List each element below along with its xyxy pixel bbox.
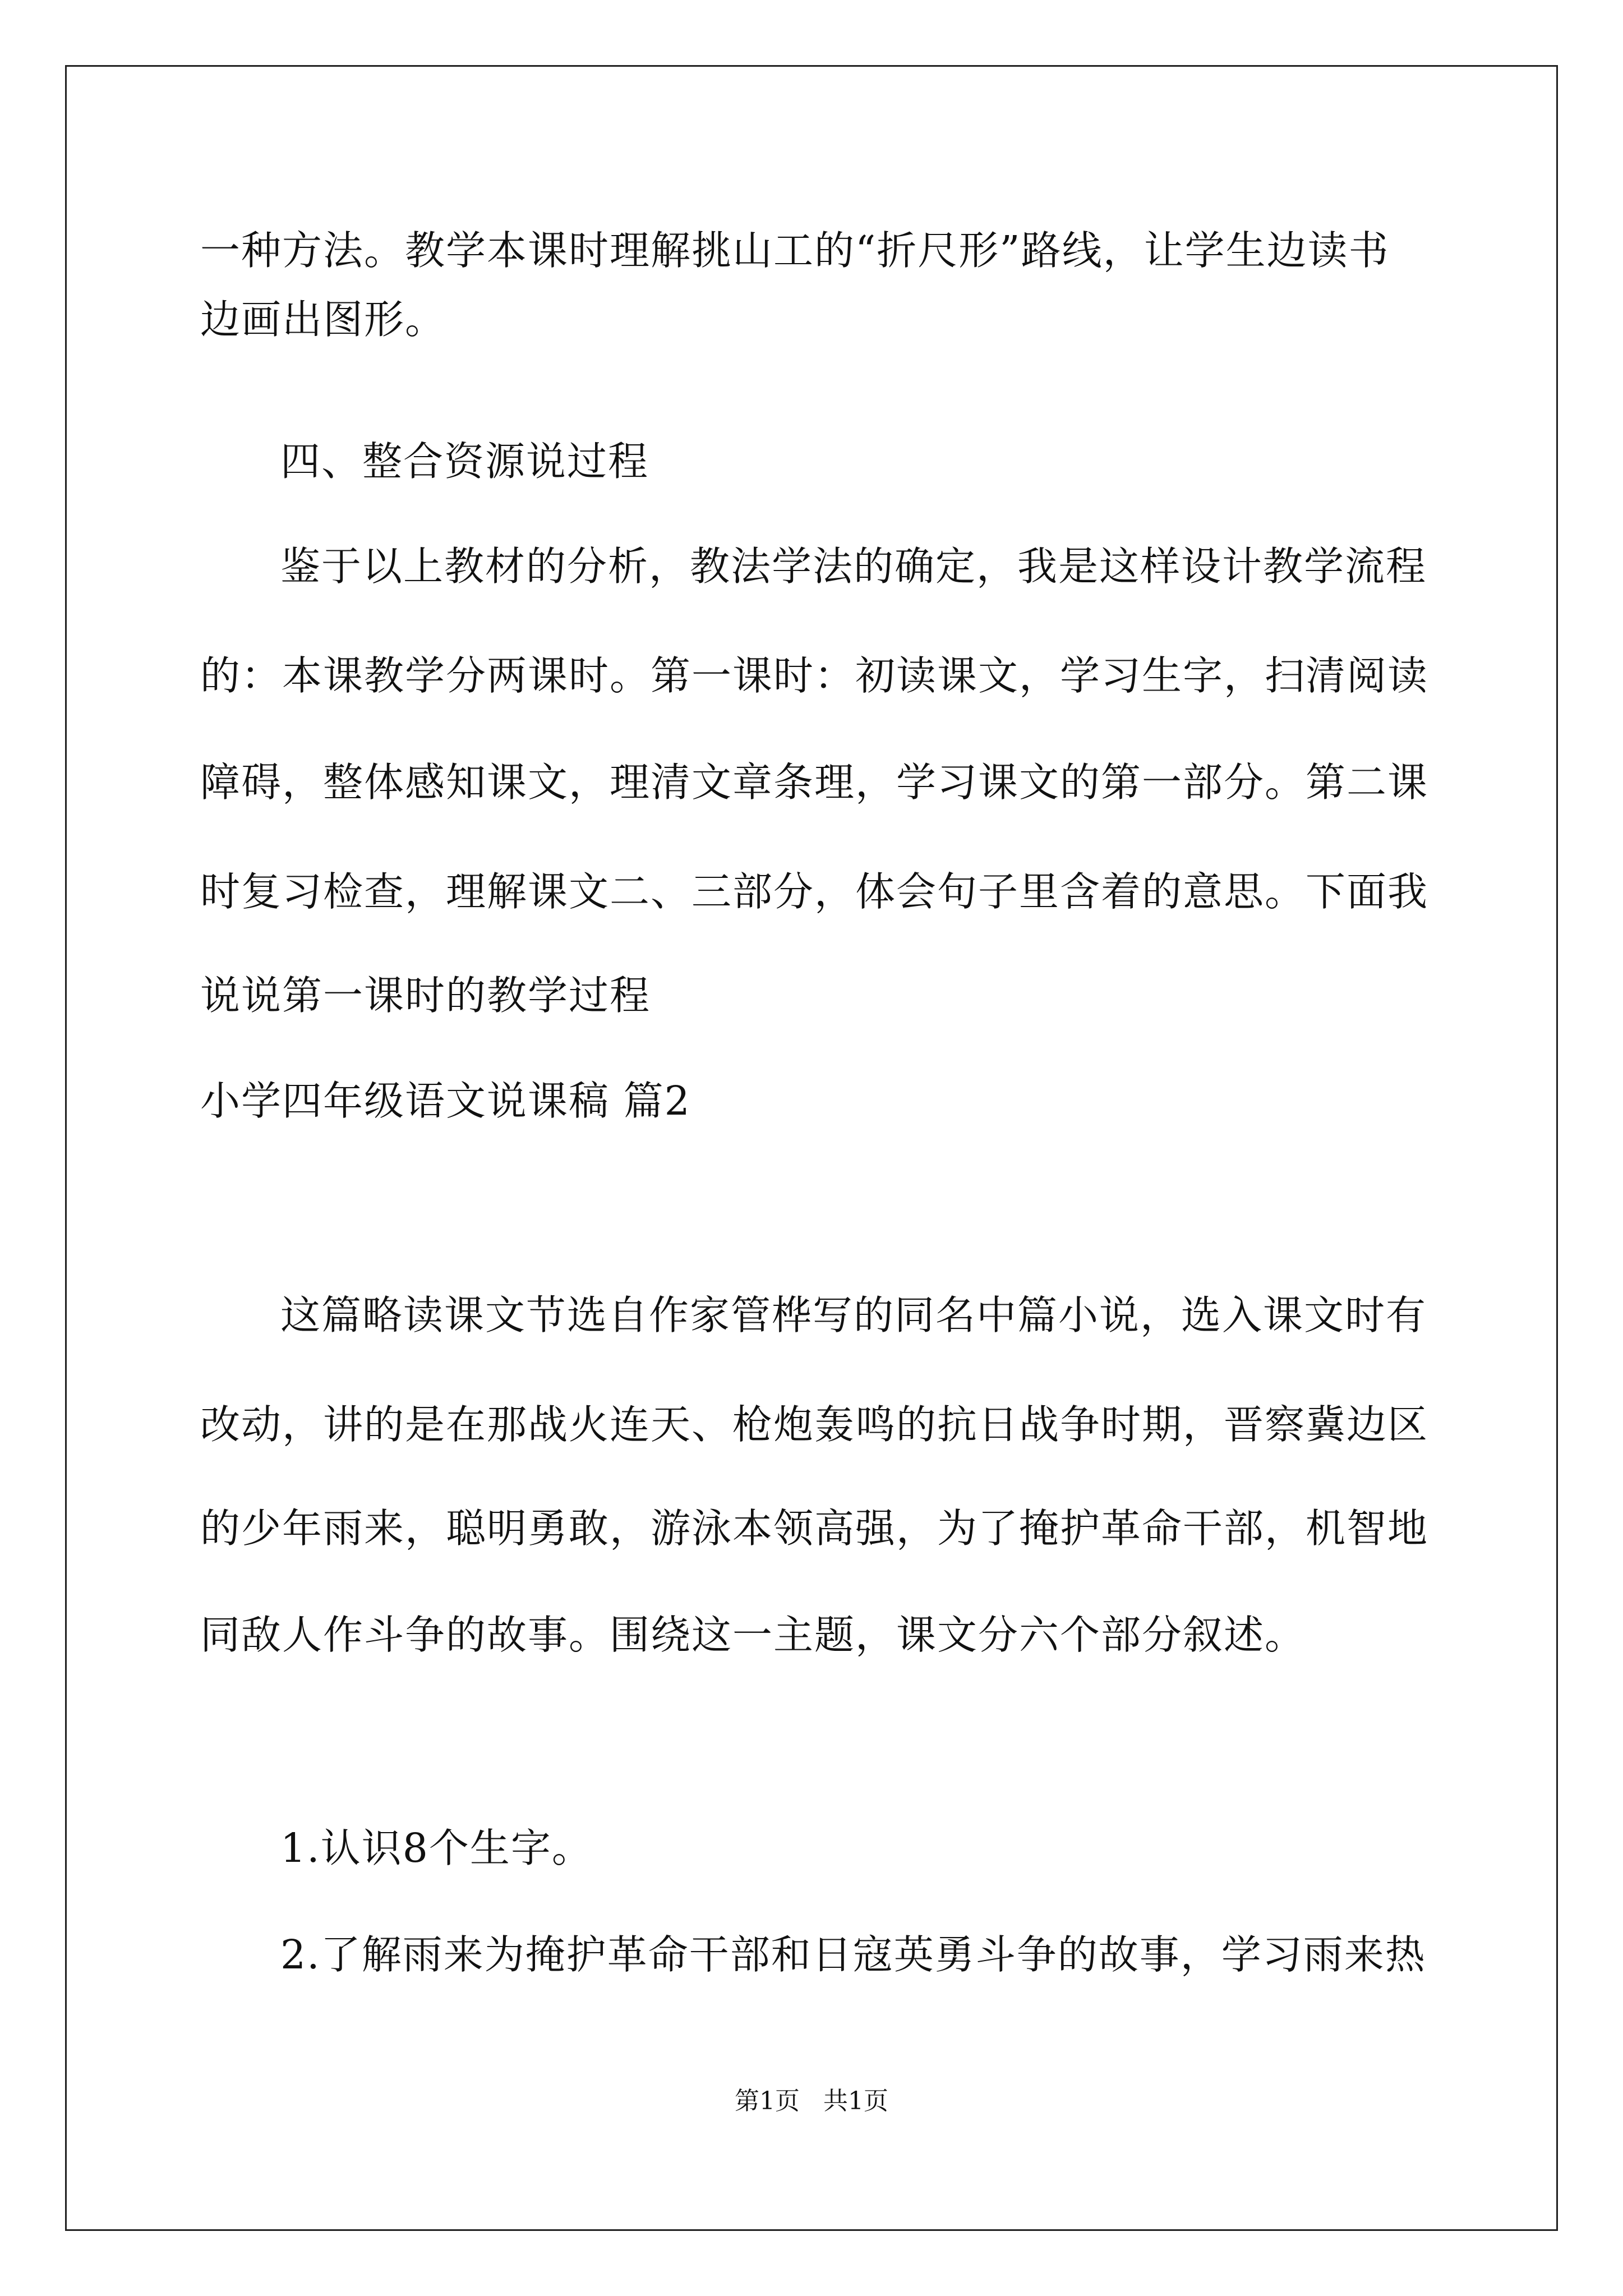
- body-text-line: 改动，讲的是在那战火连天、枪炮轰鸣的抗日战争时期，晋察冀边区: [200, 1401, 1429, 1448]
- body-text-line: 边画出图形。: [200, 296, 446, 343]
- body-text-line: 时复习检查，理解课文二、三部分，体会句子里含着的意思。下面我: [200, 868, 1429, 915]
- page-footer: 第1页 共1页: [735, 2087, 888, 2115]
- body-text-line: 说说第一课时的教学过程: [200, 972, 651, 1019]
- body-text-line: 障碍，整体感知课文，理清文章条理，学习课文的第一部分。第二课: [200, 759, 1429, 806]
- paragraph-first-line: 这篇略读课文节选自作家管桦写的同名中篇小说，选入课文时有: [280, 1292, 1427, 1338]
- list-item: 2.了解雨来为掩护革命干部和日寇英勇斗争的故事，学习雨来热: [280, 1931, 1426, 1978]
- article-title: 小学四年级语文说课稿 篇2: [200, 1078, 691, 1124]
- paragraph-first-line: 鉴于以上教材的分析，教法学法的确定，我是这样设计教学流程: [280, 543, 1427, 590]
- body-text-line: 的少年雨来，聪明勇敢，游泳本领高强，为了掩护革命干部，机智地: [200, 1505, 1429, 1552]
- body-text-line: 同敌人作斗争的故事。围绕这一主题，课文分六个部分叙述。: [200, 1612, 1306, 1658]
- body-text-line: 的：本课教学分两课时。第一课时：初读课文，学习生字，扫清阅读: [200, 652, 1429, 699]
- page-border: [65, 65, 1558, 2231]
- list-item: 1.认识8个生字。: [280, 1825, 593, 1871]
- body-text-line: 一种方法。教学本课时理解挑山工的“折尺形”路线，让学生边读书: [200, 227, 1390, 274]
- section-heading: 四、整合资源说过程: [280, 438, 649, 485]
